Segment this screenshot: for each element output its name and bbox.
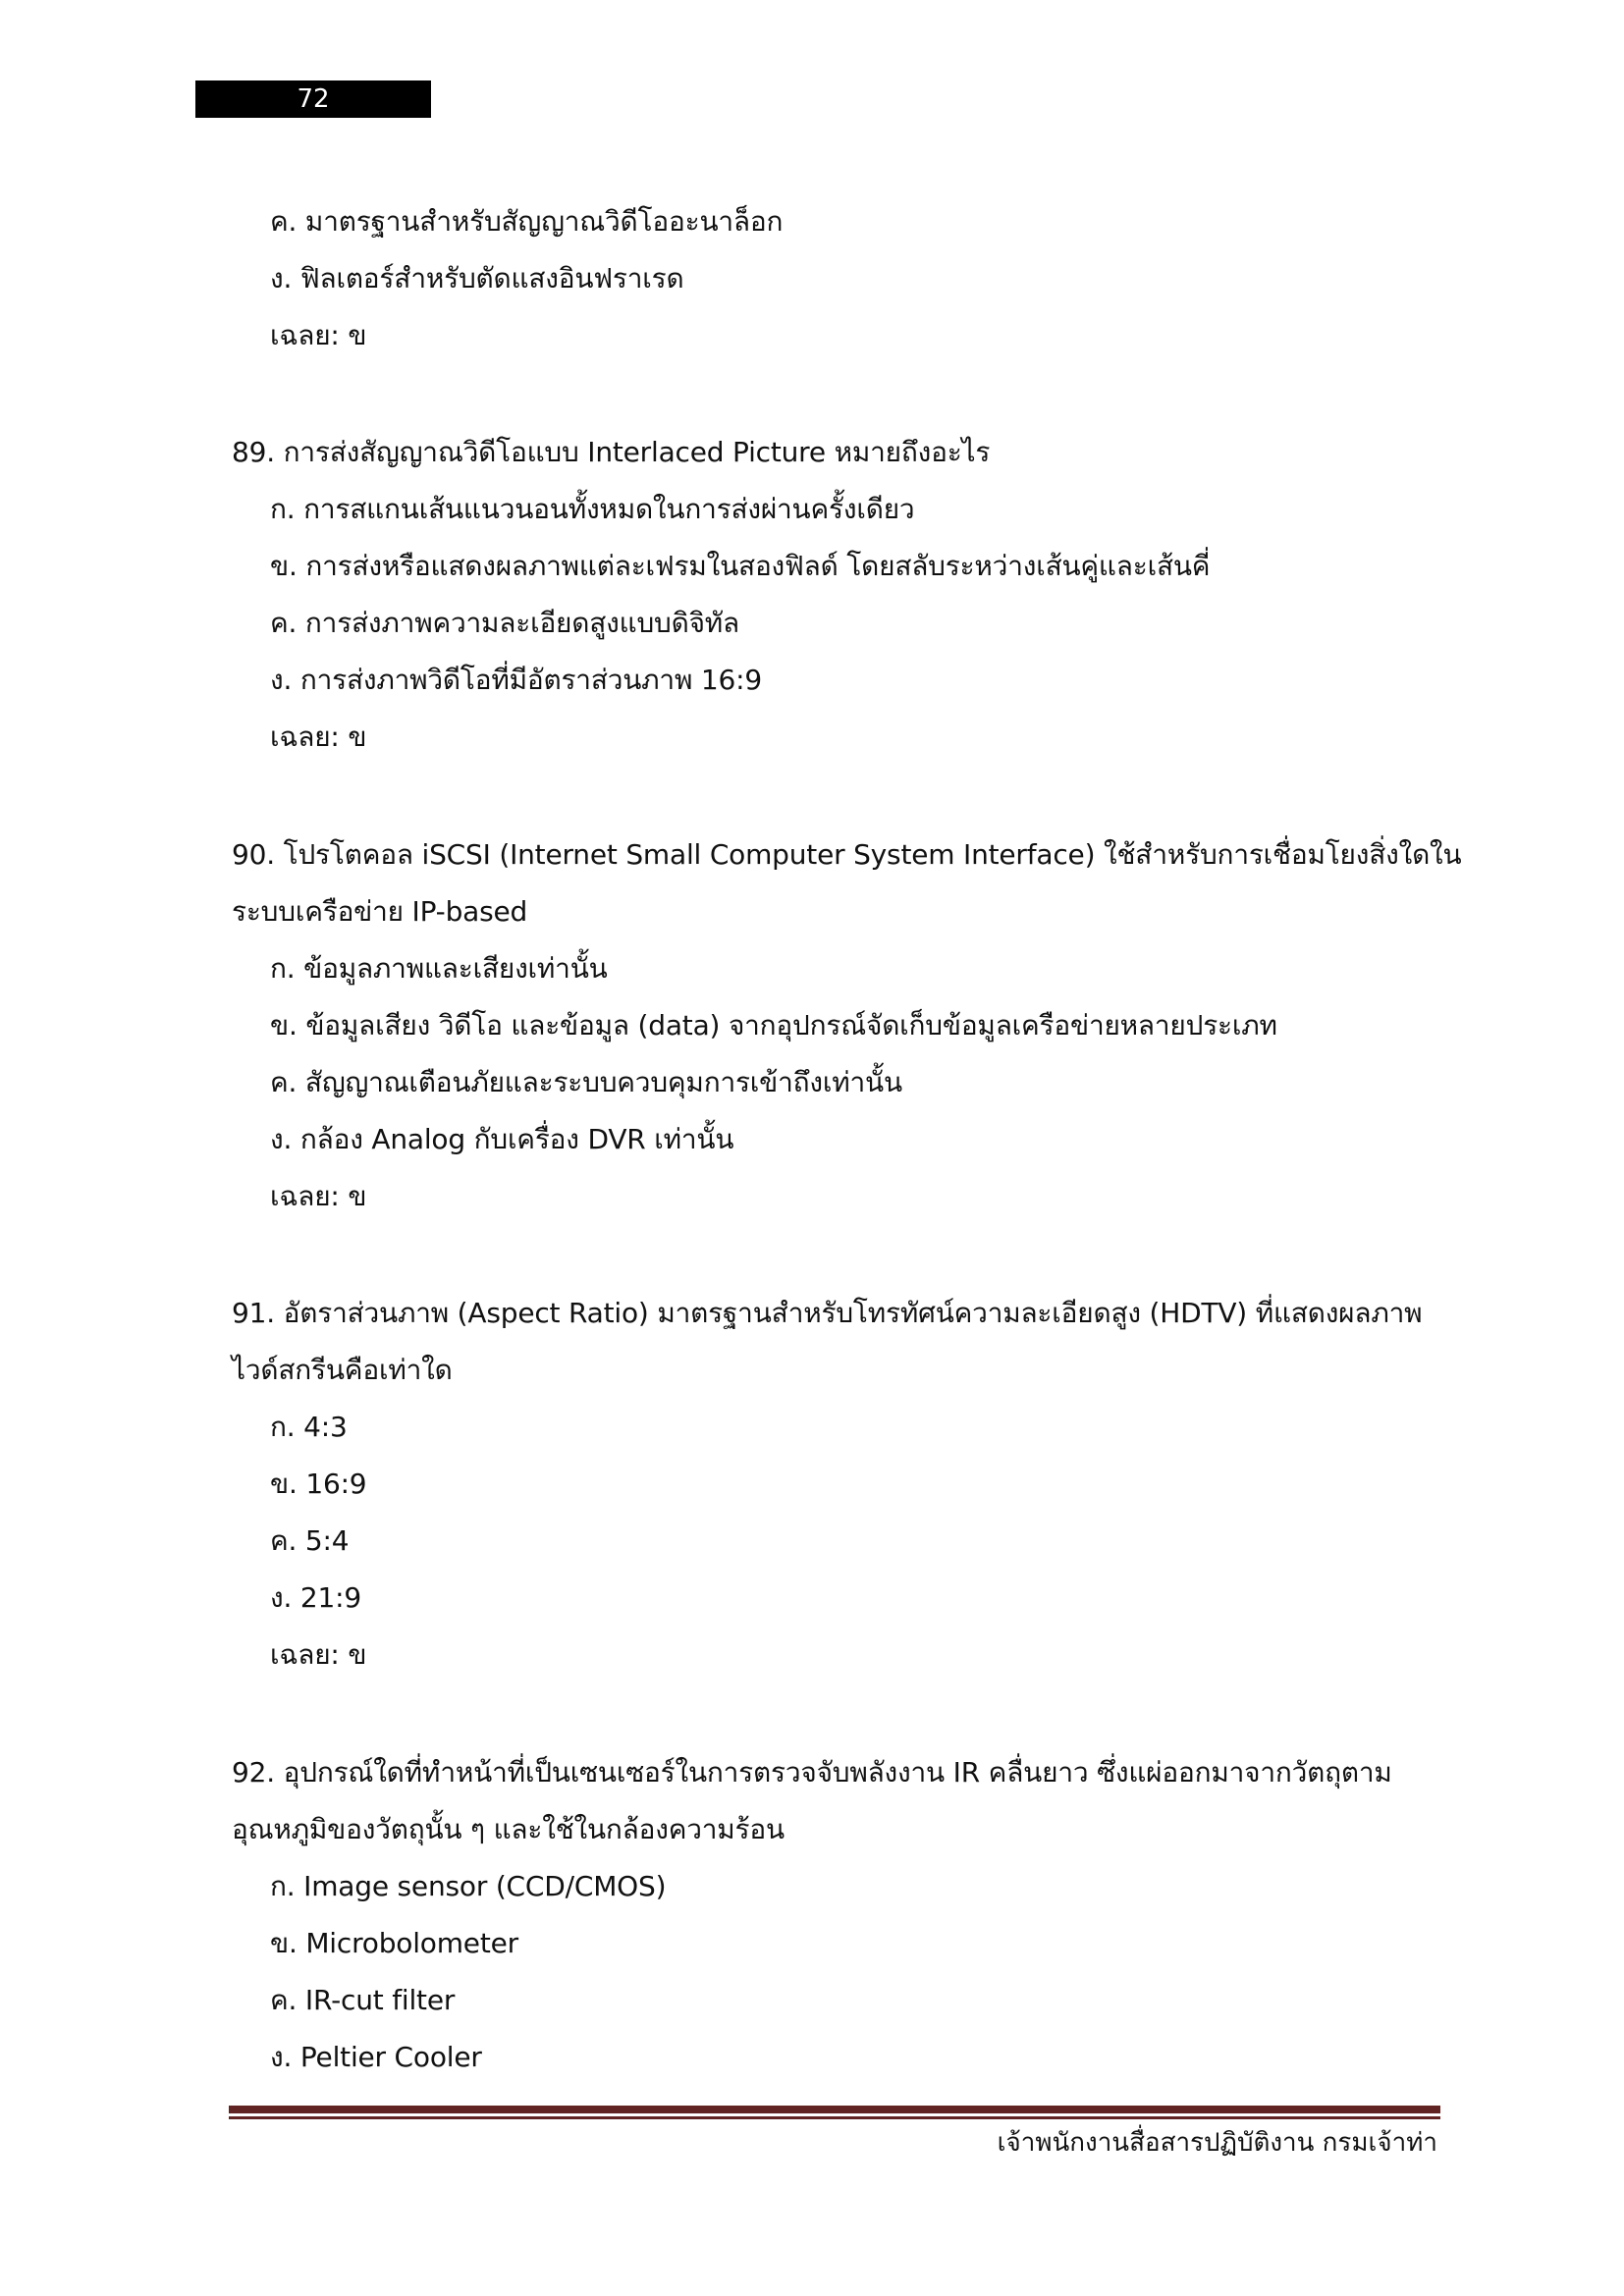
question-90: 90. โปรโตคอล iSCSI (Internet Small Computer System Interface) ใช้สำหรับการเชื่อมโยงสิ่งใดใน: [232, 838, 1462, 871]
question-89-option-b: ข. การส่งหรือแสดงผลภาพแต่ละเฟรมในสองฟิลด์ โดยสลับระหว่างเส้นคู่และเส้นคี่: [270, 550, 1211, 582]
question-92-continued: อุณหภูมิของวัตถุนั้น ๆ และใช้ในกล้องความร้อน: [232, 1813, 785, 1845]
footer-text: เจ้าพนักงานสื่อสารปฏิบัติงาน กรมเจ้าท่า: [997, 2128, 1437, 2158]
question-89-answer: เฉลย: ข: [270, 721, 367, 753]
question-92-option-a: ก. Image sensor (CCD/CMOS): [270, 1870, 667, 1902]
page-number: 72: [297, 84, 330, 114]
question-90-answer: เฉลย: ข: [270, 1180, 367, 1212]
question-89: 89. การส่งสัญญาณวิดีโอแบบ Interlaced Picture หมายถึงอะไร: [232, 436, 991, 468]
question-91-option-a: ก. 4:3: [270, 1411, 348, 1443]
option-c: ค. มาตรฐานสำหรับสัญญาณวิดีโออะนาล็อก: [270, 205, 784, 238]
question-91-continued: ไวด์สกรีนคือเท่าใด: [232, 1354, 453, 1386]
footer-rule-thin: [229, 2116, 1440, 2119]
question-90-continued: ระบบเครือข่าย IP-based: [232, 895, 528, 928]
question-90-option-c: ค. สัญญาณเตือนภัยและระบบควบคุมการเข้าถึงเท่านั้น: [270, 1066, 902, 1098]
answer: เฉลย: ข: [270, 319, 367, 351]
question-91-option-b: ข. 16:9: [270, 1468, 367, 1500]
question-92-option-c: ค. IR-cut filter: [270, 1984, 456, 2016]
question-90-option-b: ข. ข้อมูลเสียง วิดีโอ และข้อมูล (data) จากอุปกรณ์จัดเก็บข้อมูลเครือข่ายหลายประเภท: [270, 1009, 1277, 1041]
question-91-option-d: ง. 21:9: [270, 1581, 361, 1614]
option-d: ง. ฟิลเตอร์สำหรับตัดแสงอินฟราเรด: [270, 262, 684, 294]
question-90-option-a: ก. ข้อมูลภาพและเสียงเท่านั้น: [270, 952, 608, 985]
question-91: 91. อัตราส่วนภาพ (Aspect Ratio) มาตรฐานสำหรับโทรทัศน์ความละเอียดสูง (HDTV) ที่แสดงผลภาพ: [232, 1297, 1423, 1329]
page-number-box: [195, 80, 431, 118]
question-91-answer: เฉลย: ข: [270, 1638, 367, 1671]
question-92-option-d: ง. Peltier Cooler: [270, 2041, 482, 2073]
question-89-option-d: ง. การส่งภาพวิดีโอที่มีอัตราส่วนภาพ 16:9: [270, 664, 762, 696]
question-91-option-c: ค. 5:4: [270, 1524, 350, 1557]
question-90-option-d: ง. กล้อง Analog กับเครื่อง DVR เท่านั้น: [270, 1123, 734, 1155]
question-89-option-a: ก. การสแกนเส้นแนวนอนทั้งหมดในการส่งผ่านครั้งเดียว: [270, 493, 915, 525]
question-92: 92. อุปกรณ์ใดที่ทำหน้าที่เป็นเซนเซอร์ในการตรวจจับพลังงาน IR คลื่นยาว ซึ่งแผ่ออกมาจากวัตถุตาม: [232, 1756, 1392, 1789]
question-89-option-c: ค. การส่งภาพความละเอียดสูงแบบดิจิทัล: [270, 607, 740, 639]
footer-rule: [229, 2106, 1440, 2113]
question-92-option-b: ข. Microbolometer: [270, 1927, 518, 1959]
